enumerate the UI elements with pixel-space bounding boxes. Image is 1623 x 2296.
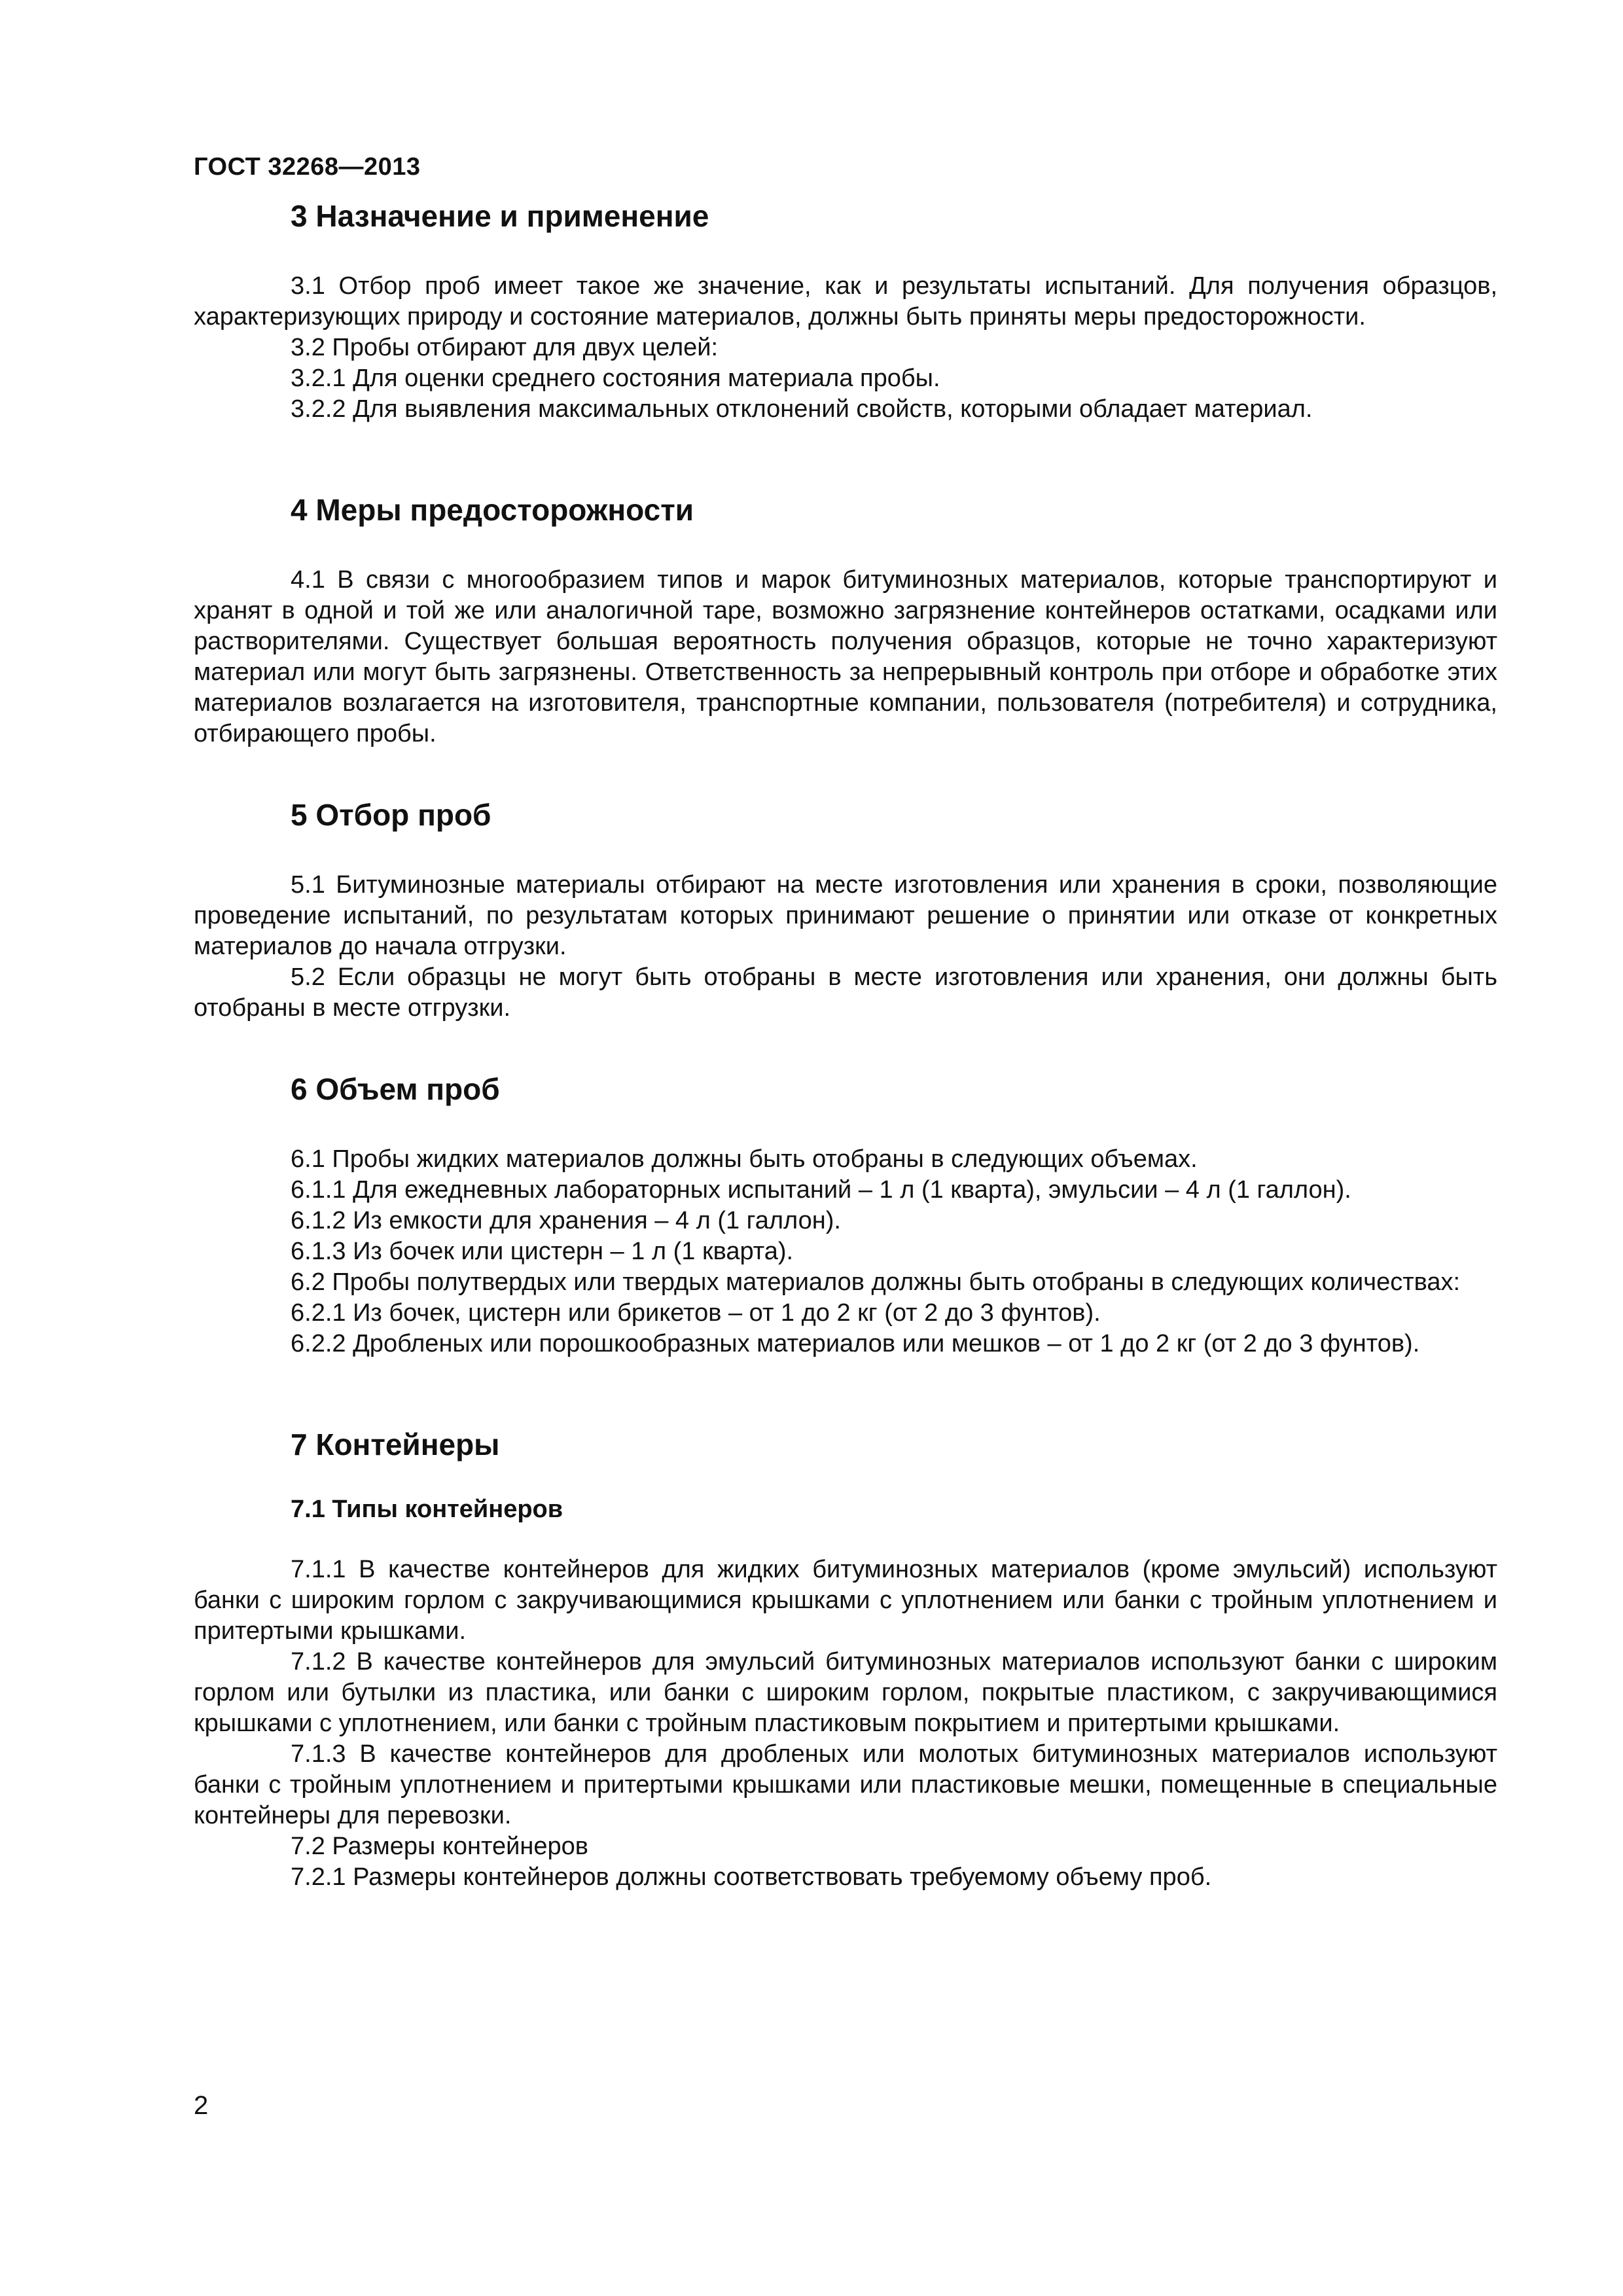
section-5 [194, 795, 1497, 1024]
document-body [194, 196, 1497, 1893]
paragraph-6-2-1: 6.2.1 Из бочек, цистерн или брикетов – от 1 до 2 кг (от 2 до 3 фунтов). [291, 1299, 1101, 1327]
paragraph-5-2: 5.2 Если образцы не могут быть отобраны в месте изготовления или хранения, они должны быть отобраны в месте отгрузки. [194, 963, 1497, 1022]
section-6-heading: 6 Объем проб [291, 1072, 500, 1106]
paragraph-6-2-2: 6.2.2 Дробленых или порошкообразных материалов или мешков – от 1 до 2 кг (от 2 до 3 фунтов). [291, 1330, 1420, 1357]
section-4 [194, 490, 1497, 749]
document-code: ГОСТ 32268—2013 [194, 153, 421, 181]
paragraph-5-1: 5.1 Битуминозные материалы отбирают на месте изготовления или хранения в сроки, позволяющие проведение испытаний, по результатам которых принимают решение о принятии или отказе от конкретных материалов до начала отгрузки. [194, 871, 1497, 960]
section-3-heading: 3 Назначение и применение [291, 199, 709, 233]
paragraph-6-2: 6.2 Пробы полутвердых или твердых материалов должны быть отобраны в следующих количествах: [291, 1268, 1461, 1296]
paragraph-3-2-2: 3.2.2 Для выявления максимальных отклонений свойств, которыми обладает материал. [291, 395, 1313, 423]
section-7-heading: 7 Контейнеры [291, 1427, 500, 1462]
section-4-heading: 4 Меры предосторожности [291, 493, 694, 527]
section-7 [194, 1425, 1497, 1893]
paragraph-3-1: 3.1 Отбор проб имеет такое же значение, как и результаты испытаний. Для получения образцов, характеризующих природу и состояние материалов, должны быть приняты меры предосторожности. [194, 272, 1497, 331]
paragraph-6-1-1: 6.1.1 Для ежедневных лабораторных испытаний – 1 л (1 кварта), эмульсии – 4 л (1 галлон). [291, 1176, 1351, 1204]
paragraph-3-2-1: 3.2.1 Для оценки среднего состояния материала пробы. [291, 365, 940, 392]
section-3 [194, 196, 1497, 425]
paragraph-7-2-1: 7.2.1 Размеры контейнеров должны соответствовать требуемому объему проб. [291, 1863, 1212, 1891]
paragraph-6-1-2: 6.1.2 Из емкости для хранения – 4 л (1 галлон). [291, 1207, 841, 1234]
paragraph-7-1-3: 7.1.3 В качестве контейнеров для дробленых или молотых битуминозных материалов используют банки с тройным уплотнением и притертыми крышками или пластиковые мешки, помещенные в специальные контейнеры для перевозки. [194, 1740, 1497, 1829]
page-number: 2 [194, 2091, 209, 2120]
paragraph-7-2: 7.2 Размеры контейнеров [291, 1833, 588, 1860]
paragraph-6-1-3: 6.1.3 Из бочек или цистерн – 1 л (1 кварта). [291, 1238, 794, 1265]
paragraph-6-1: 6.1 Пробы жидких материалов должны быть отобраны в следующих объемах. [291, 1145, 1198, 1173]
subsection-7-1-heading: 7.1 Типы контейнеров [291, 1496, 563, 1523]
paragraph-4-1: 4.1 В связи с многообразием типов и марок битуминозных материалов, которые транспортируют и хранят в одной и той же или аналогичной таре, возможно загрязнение контейнеров остатками, осадками или растворителями. Существует большая вероятность получения образцов, которые не точно характеризуют материал или могут быть загрязнены. Ответственность за непрерывный контроль при отборе и обработке этих материалов возлагается на изготовителя, транспортные компании, пользователя (потребителя) и сотрудника, отбирающего пробы. [194, 566, 1497, 747]
paragraph-7-1-1: 7.1.1 В качестве контейнеров для жидких битуминозных материалов (кроме эмульсий) используют банки с широким горлом с закручивающимися крышками с уплотнением или банки с тройным уплотнением и притертыми крышками. [194, 1556, 1497, 1645]
section-5-heading: 5 Отбор проб [291, 798, 491, 832]
section-6 [194, 1069, 1497, 1359]
paragraph-3-2: 3.2 Пробы отбирают для двух целей: [291, 334, 719, 361]
paragraph-7-1-2: 7.1.2 В качестве контейнеров для эмульсий битуминозных материалов используют банки с широким горлом или бутылки из пластика, или банки с широким горлом, покрытые пластиком, с закручивающимися крышками с уплотнением, или банки с тройным пластиковым покрытием и притертыми крышками. [194, 1648, 1497, 1737]
